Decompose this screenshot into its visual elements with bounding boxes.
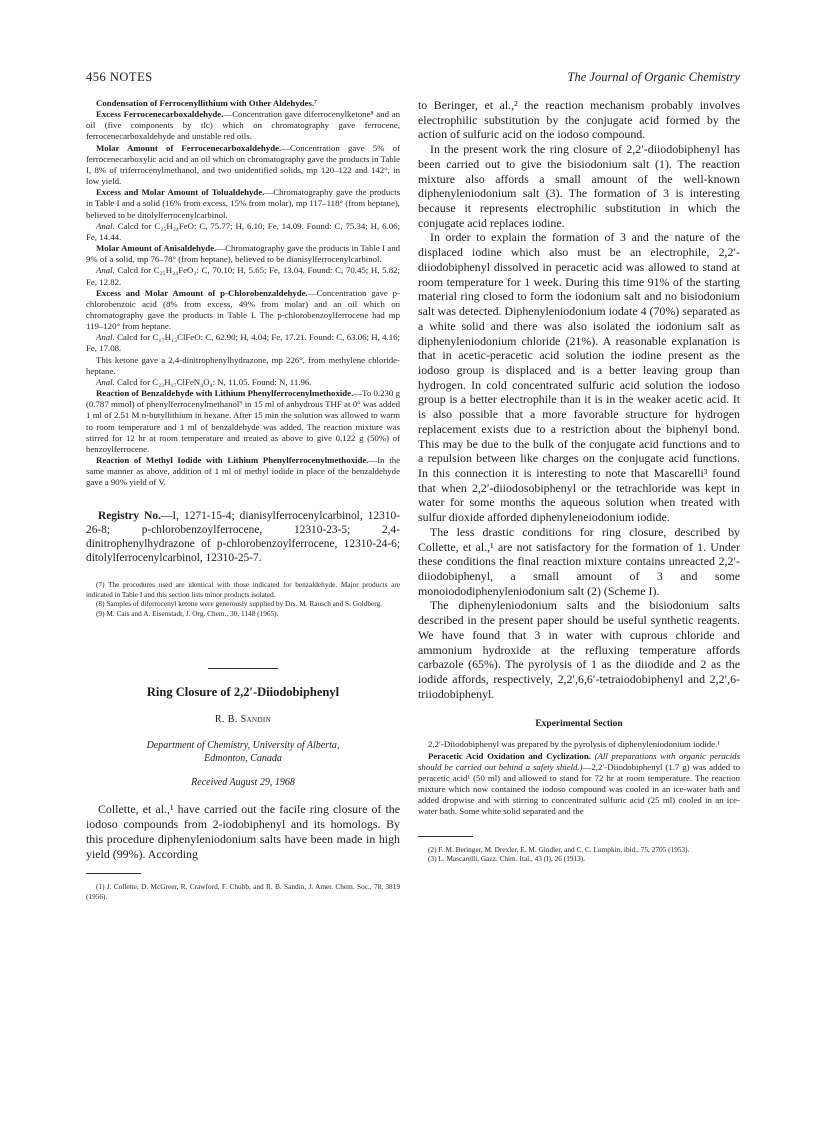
paragraph-text: —To 0.230 g (0.787 mmol) of phenylferrocenylmethanol⁹ in 15 ml of anhydrous THF at 0° was added 1 ml of 2.51 M n-butyllithium in hexane. After 15 min the solution was allowed to warm to room temperature and 1 ml of benzaldehyde was added. The reaction mixture was stirred for 12 hr at room temperature and treated as above to give 0.122 g (50%) of benzoylferrocene. (86, 388, 401, 454)
paragraph-heading: Excess Ferrocenecarboxaldehyde. (96, 109, 224, 120)
paragraph (86, 288, 400, 333)
paragraph-text: —Concentration gave p-chlorobenzoic acid (8% from excess, 49% from molar) and an oil which on chromatography gave the products in Table I. The p-chlorobenzoylferrocene had mp 119–120° from heptane. (86, 287, 400, 332)
page-number-header: 456 NOTES (86, 70, 153, 84)
journal-title-header: The Journal of Organic Chemistry (567, 70, 740, 84)
paragraph-text: —In the same manner as above, addition of 1 ml of methyl iodide in place of the benzaldehyde gave a 90% yield of V. (86, 455, 400, 488)
body-paragraph: to Beringer, et al.,² the reaction mechanism probably involves electrophilic substitution by the conjugate acid formed by the action of sulfuric acid on the iodoso compound. (418, 98, 740, 142)
paragraph-text: Calcd for C₂₃H₁₇ClFeN₄O₄: N, 11.05. Found: N, 11.96. (114, 376, 312, 387)
affiliation-line: Department of Chemistry, University of Alberta, (146, 740, 340, 752)
paragraph (86, 109, 400, 142)
paragraph-heading: Molar Amount of Ferrocenecarboxaldehyde. (96, 142, 282, 153)
paragraph-text: Calcd for C₂₅H₂₄FeO₃: C, 70.10; H, 5.65; Fe, 13.04. Found: C, 70.45; H, 5.82; Fe, 12.82. (86, 265, 400, 287)
paragraph (86, 187, 400, 220)
paragraph-text: This ketone gave a 2,4-dinitrophenylhydrazone, mp 226°, from methylene chloride-heptane. (86, 354, 400, 376)
left-column (86, 98, 400, 902)
paragraph-heading: Excess and Molar Amount of Tolualdehyde. (96, 187, 265, 198)
note: (8) Samples of diferrocenyl ketone were generously supplied by Drs. M. Rausch and S. Goldberg. (96, 599, 382, 609)
affiliation-line: Edmonton, Canada (204, 753, 282, 765)
experimental-paragraph (418, 751, 740, 818)
intro-paragraph: Collette, et al.,¹ have carried out the facile ring closure of the iodoso compounds from 2-iodobiphenyl and its homologs. By this procedure diphenyleniodonium salts have been made in high yield (99%). According (86, 802, 400, 861)
footnotes (418, 845, 740, 864)
safety-note: (All preparations with organic peracids should be carried out behind a safety shield.) (418, 750, 740, 772)
section-divider (208, 668, 278, 669)
article-affiliation (86, 739, 400, 765)
paragraph-text: —Chromatography gave the products in Table I and 9% of a solid, mp 76–78° (from heptane), believed to be dianisylferrocenylcarbinol. (86, 243, 400, 265)
note: (9) M. Cais and A. Eisenstadt, J. Org. Chem., 30, 1148 (1965). (96, 608, 279, 618)
registry-text: —I, 1271-15-4; dianisylferrocenylcarbinol, 12310-26-8; p-chlorobenzoylferrocene, 12310-23-5; 2,4-dinitrophenylhydrazone of p-chlorobenzoylferrocene, 12310-24-6; ditolylferrocenylcarbinol, 12310-25-7. (86, 510, 400, 565)
paragraph (86, 98, 400, 109)
paragraph (86, 388, 400, 455)
experimental-paragraph: 2,2′-Diiodobiphenyl was prepared by the pyrolysis of diphenyleniodonium iodide.¹ (428, 739, 720, 750)
paragraph (86, 143, 400, 188)
paragraph-text: Calcd for C₁₇H₁₃ClFeO: C, 62.90; H, 4.04; Fe, 17.21. Found: C, 63.06; H, 4.16; Fe, 17.08. (86, 332, 400, 354)
paragraph-text: Calcd for C₂₅H₂₄FeO: C, 75.77; H, 6.10; Fe, 14.09. Found: C, 75.34; H, 6.06; Fe, 14.44. (86, 220, 400, 242)
body-paragraph: The diphenyleniodonium salts and the bisiodonium salts described in the present paper should be useful synthetic reagents. We have found that 3 in water with cuprous chloride and ammonium hydroxide at the refluxing temperature affords carbazole (65%). The pyrolysis of 1 as the diiodide and 2 as the iodide affords, respectively, 2,2′,6,6′-tetraiodobiphenyl and 2,2′,6-triiodobiphenyl. (418, 598, 740, 701)
article-title: Ring Closure of 2,2′-Diiodobiphenyl (146, 685, 340, 700)
footnote: (2) F. M. Beringer, M. Drexler, E. M. Gindler, and C. C. Lumpkin, ibid., 75, 2705 (1953). (428, 844, 690, 854)
received-date: Received August 29, 1968 (191, 777, 295, 789)
paragraph-heading: Reaction of Benzaldehyde with Lithium Phenylferrocenylmethoxide. (96, 388, 354, 399)
footnote-divider (86, 873, 141, 874)
paragraph-text: —Chromatography gave the products in Table I and a solid (16% from excess, 15% from molar), mp 117–118° (from heptane), believed to be ditolylferrocenylcarbinol. (86, 187, 400, 220)
note: (7) The procedures used are identical with those indicated for benzaldehyde. Major products are indicated in Table I and this section lists minor products isolated. (86, 580, 400, 599)
paragraph-heading: Excess and Molar Amount of p-Chlorobenzaldehyde. (96, 287, 308, 298)
article-author: R. B. Sandin (214, 714, 272, 726)
experimental-section (418, 739, 740, 817)
analysis-paragraph (86, 221, 400, 243)
analysis-paragraph (86, 377, 400, 388)
registry-paragraph (86, 510, 400, 566)
registry-heading: Registry No. (98, 510, 161, 523)
footnotes (86, 882, 400, 901)
paragraph-heading: Reaction of Methyl Iodide with Lithium Phenylferrocenylmethoxide. (96, 455, 369, 465)
paragraph-text: —Concentration gave 5% of ferrocenecarboxylic acid and an oil which on chromatography gave the products in Table I, 8% of triferrocenylmethanol, and two unidentified solids, mp 120–122 and 142°, in low yield. (86, 142, 401, 187)
experimental-heading: Experimental Section (535, 719, 623, 730)
paragraph-heading: Condensation of Ferrocenyllithium with Other Aldehydes.⁷ (96, 98, 317, 108)
paragraph-heading: Peracetic Acid Oxidation and Cyclization. (428, 750, 591, 761)
anal-label: Anal. (96, 265, 115, 276)
body-paragraph: The less drastic conditions for ring closure, described by Collette, et al.,¹ are not satisfactory for the formation of 1. Under these conditions the final reaction mixture contains unreacted 2,2′-diiodobiphenyl, a small amount of 3 and some monoiododiphenyleniodonium salt (2) (Scheme I). (418, 524, 740, 598)
paragraph-text: —Concentration gave diferrocenylketone⁸ and an oil (five components by tlc) which on chromatography gave ferrocene, ferrocenecarboxaldehyde and unstable red oils. (86, 109, 400, 142)
right-column (418, 98, 740, 864)
notes-block (86, 580, 400, 618)
body-paragraph: In the present work the ring closure of 2,2′-diiodobiphenyl has been carried out to give the bisiodonium salt (1). The reaction mixture also affords a small amount of the well-known diphenyleniodonium salt (3). The formation of 3 is interesting because it represents electrophilic substitution in which the conjugate acid replaces iodine. (418, 142, 740, 230)
analysis-paragraph (86, 265, 400, 287)
paragraph (86, 355, 400, 377)
paragraph-heading: Molar Amount of Anisaldehyde. (96, 243, 217, 254)
anal-label: Anal. (96, 332, 115, 343)
footnote: (3) L. Mascarelli, Gazz. Chim. Ital., 43 (I), 26 (1913). (428, 854, 586, 864)
anal-label: Anal. (96, 376, 115, 387)
analysis-paragraph (86, 332, 400, 354)
paragraph (86, 455, 400, 488)
paragraph-text: —2,2′-Diiodobiphenyl (1.7 g) was added to peracetic acid¹ (50 ml) and allowed to stand for 72 hr at room temperature. The reaction mixture which now contained the iodoso compound was cooled in an ice-water bath and added dropwise and with stirring to concentrated sulfuric acid (25 ml) cooled in an ice-water bath. Some white solid separated and the (418, 761, 740, 817)
footnote: (1) J. Collette, D. McGreer, R. Crawford, F. Chubb, and R. B. Sandin, J. Amer. Chem. Soc., 78, 3819 (1956). (86, 882, 400, 901)
paragraph (86, 243, 400, 265)
footnote-divider (418, 836, 473, 837)
anal-label: Anal. (96, 220, 115, 231)
body-paragraph: In order to explain the formation of 3 and the nature of the displaced iodine which also must be an electrophile, 2,2′-diiodobiphenyl dissolved in peracetic acid was allowed to stand at room temperature for 1 week. During this time 91% of the starting material ring closed to form the iodonium salt and no bisiodonium salt was detected. Diphenyleniodonium iodate 4 (70%) separated as a white solid and there was also isolated the iodonium salt as diphenyleniodonium chloride (21%). A reasonable explanation is that in acetic-peracetic acid solution the iodine present as the iodoso group is displaced and is a better leaving group than hydrogen. In cold concentrated sulfuric acid solution the iodoso group is a better electrophile than it is in the weaker acetic acid. It is also possible that a more favorable structure for hydrogen replacement exists due to a restriction about the biphenyl bond. This may be due to the bulk of the conjugate acid functions and to a repulsion between like charges on the conjugate acid functions. In this connection it is interesting to note that Mascarelli³ found that when 2,2′-diiodosobiphenyl or the tetrachloride was kept in water for some months the aqueous solution when treated with sulfur dioxide afforded diphenyleneiodonium iodide. (418, 230, 740, 525)
